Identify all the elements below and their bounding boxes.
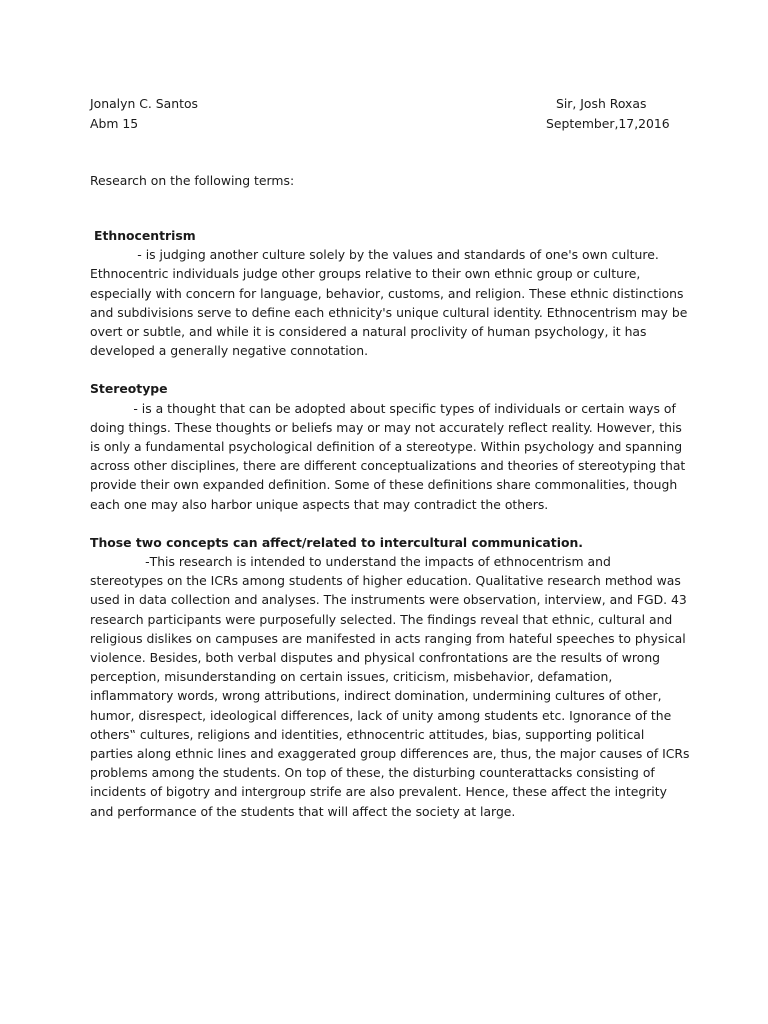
paragraph-lead: - (90, 247, 146, 263)
section-heading: Stereotype (90, 381, 168, 397)
header-row-2 (90, 114, 680, 134)
teacher-name: Sir, Josh Roxas (556, 96, 647, 111)
paragraph-lead: - (90, 554, 150, 570)
section-heading: Ethnocentrism (94, 228, 196, 243)
class-section: Abm 15 (90, 115, 139, 131)
paragraph-lead: - (90, 400, 142, 416)
student-name: Jonalyn C. Santos (90, 96, 198, 111)
section-paragraph (90, 399, 690, 514)
document-date: September,17,2016 (546, 115, 670, 131)
paragraph-text: is a thought that can be adopted about specific types of individuals or certain ways of doing things. These thoughts or beliefs may or may not accurately reflect reality. However, this is only a fundamental psychological definition of a stereotype. Within psychology and spanning across other disciplines, there are different conceptualizations and theories of stereotyping that provide their own expanded definition. Some of these definitions share commonalities, though each one may also harbor unique aspects that may contradict the others. (90, 400, 686, 512)
section-ethnocentrism (90, 226, 690, 360)
document-header (90, 94, 680, 133)
document-body (90, 226, 690, 840)
paragraph-text: This research is intended to understand the impacts of ethnocentrism and stereotypes on the ICRs among students of higher education. Qualitative research method was used in data collection and analyses. The instruments were observation, interview, and FGD. 43 research participants were purposefully selected. The findings reveal that ethnic, cultural and religious dislikes on campuses are manifested in acts ranging from hateful speeches to physical violence. Besides, both verbal disputes and physical confrontations are the results of wrong perception, misunderstanding on certain issues, criticism, misbehavior, defamation, inflammatory words, wrong attributions, indirect domination, undermining cultures of other, humor, disrespect, ideological differences, lack of unity among students etc. Ignorance of the others‟ cultures, religions and identities, ethnocentric attitudes, bias, supporting political parties along ethnic lines and exaggerated group differences are, thus, the major causes of ICRs problems among the students. On top of these, the disturbing counterattacks consisting of incidents of bigotry and intergroup strife are also prevalent. Hence, these affect the integrity and performance of the students that will affect the society at large. (90, 554, 690, 819)
paragraph-text: is judging another culture solely by the values and standards of one's own culture. Ethnocentric individuals judge other groups relative to their own ethnic group or culture, especially with concern for language, behavior, customs, and religion. These ethnic distinctions and subdivisions serve to define each ethnicity's unique cultural identity. Ethnocentrism may be overt or subtle, and while it is considered a natural proclivity of human psychology, it has developed a generally negative connotation. (90, 247, 688, 359)
section-intercultural-communication (90, 533, 690, 821)
section-heading: Those two concepts can affect/related to intercultural communication. (90, 534, 583, 550)
intro-line: Research on the following terms: (90, 173, 295, 188)
section-paragraph (90, 245, 690, 360)
header-row-1 (90, 94, 680, 114)
section-stereotype (90, 379, 690, 513)
section-paragraph (90, 552, 690, 821)
